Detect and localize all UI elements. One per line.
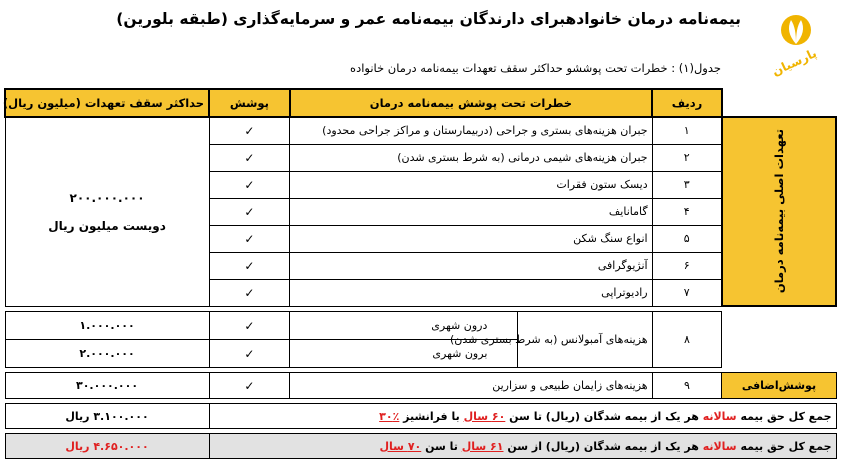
row-desc: هزینه‌های زایمان طبیعی و سزارین [290, 373, 652, 399]
table-row [5, 373, 836, 399]
row-number: ۵ [652, 225, 722, 252]
header-risk: خطرات تحت پوشش بیمه‌نامه درمان [290, 89, 652, 117]
ambulance-in-city: درون شهری [290, 312, 518, 340]
check-icon: ✓ [209, 144, 290, 171]
table-header-row [5, 89, 836, 117]
coverage-table [4, 88, 837, 459]
main-amount-cell [5, 117, 209, 306]
ambulance-out-city: برون شهری [290, 340, 518, 368]
row-desc: دیسک ستون فقرات [290, 171, 652, 198]
row-number: ۷ [652, 279, 722, 306]
parsian-logo-icon [767, 10, 825, 80]
row-desc: جبران هزینه‌های شیمی درمانی (به شرط بستری شدن) [290, 144, 652, 171]
ambulance-out-amount: ۲.۰۰۰.۰۰۰ [5, 340, 209, 368]
header-cover: پوشش [209, 89, 290, 117]
check-icon: ✓ [209, 117, 290, 144]
check-icon: ✓ [209, 198, 290, 225]
check-icon: ✓ [209, 171, 290, 198]
table-row [5, 117, 836, 144]
table-row [5, 312, 836, 340]
row-number: ۱ [652, 117, 722, 144]
row-number: ۶ [652, 252, 722, 279]
extra-amount: ۳۰.۰۰۰.۰۰۰ [5, 373, 209, 399]
check-icon: ✓ [209, 279, 290, 306]
row-number: ۴ [652, 198, 722, 225]
row-desc: جبران هزینه‌های بستری و جراحی (دربیمارستان و مراکز جراحی محدود) [290, 117, 652, 144]
sum-2-amount: ۴.۶۵۰.۰۰۰ ریال [5, 434, 209, 459]
check-icon: ✓ [209, 225, 290, 252]
check-icon: ✓ [209, 340, 290, 368]
main-amount-words: دویست میلیون ریال [48, 218, 166, 233]
row-desc: گامانایف [290, 198, 652, 225]
sum-1-label: جمع کل حق بیمه سالانه هر یک از بیمه شدگان (ریال) تا سن ۶۰ سال با فرانشیز ٪۳۰ [209, 404, 836, 429]
row-number: ۲ [652, 144, 722, 171]
row-number: ۸ [652, 312, 722, 368]
group-main-cell [722, 117, 836, 306]
group-extra-label: پوشش‌اضافی [722, 373, 836, 399]
check-icon: ✓ [209, 312, 290, 340]
group-main-label: تعهدات اصلی بیمه‌نامه درمان [771, 129, 786, 294]
page-title: بیمه‌نامه درمان خانوادهبرای دارندگان بیمه‌نامه عمر و سرمایه‌گذاری (طبقه بلورین) [116, 10, 741, 28]
main-amount: ۲۰۰.۰۰۰.۰۰۰ [69, 190, 145, 205]
row-number: ۹ [652, 373, 722, 399]
sum-2-label: جمع کل حق بیمه سالانه هر یک از بیمه شدگان (ریال) از سن ۶۱ سال تا سن ۷۰ سال [209, 434, 836, 459]
header-row-number: ردیف [652, 89, 722, 117]
row-desc: آنژیوگرافی [290, 252, 652, 279]
sum-row-1 [5, 404, 836, 429]
row-desc: رادیوتراپی [290, 279, 652, 306]
logo-text: پارسیان [769, 46, 819, 79]
header-max: حداکثر سقف تعهدات (میلیون ریال) [5, 89, 209, 117]
check-icon: ✓ [209, 252, 290, 279]
row-desc: انواع سنگ شکن [290, 225, 652, 252]
ambulance-desc: هزینه‌های آمبولانس (به شرط بستری شدن) [518, 312, 652, 368]
ambulance-in-amount: ۱.۰۰۰.۰۰۰ [5, 312, 209, 340]
sum-row-2 [5, 434, 836, 459]
check-icon: ✓ [209, 373, 290, 399]
table-caption: جدول(۱) : خطرات تحت پوششو حداکثر سقف تعهدات بیمه‌نامه درمان خانواده [350, 61, 721, 75]
sum-1-amount: ۳.۱۰۰.۰۰۰ ریال [5, 404, 209, 429]
row-number: ۳ [652, 171, 722, 198]
